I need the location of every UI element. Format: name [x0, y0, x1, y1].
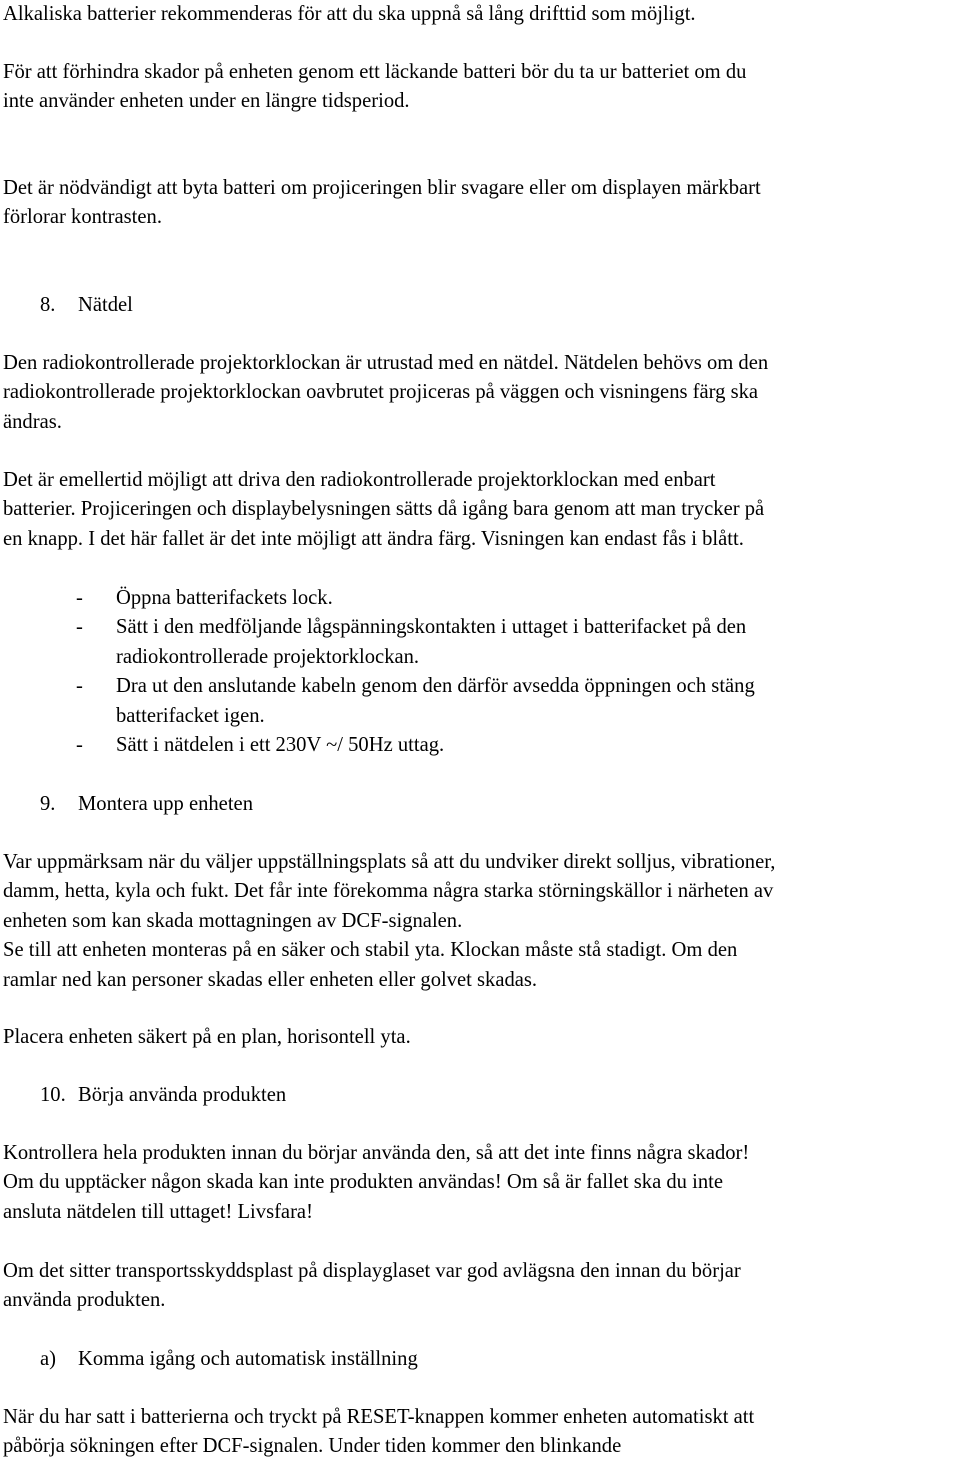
text-line: Kontrollera hela produkten innan du börjar använda den, så att det inte finns några skador! [3, 1142, 750, 1164]
text-line: Alkaliska batterier rekommenderas för att du ska uppnå så lång drifttid som möjligt. [3, 3, 696, 25]
text-line: radiokontrollerade projektorklockan. [116, 645, 420, 668]
section-heading-9 [40, 790, 253, 819]
text-line: Om det sitter transportsskyddsplast på displayglaset var god avlägsna den innan du börjar [3, 1260, 741, 1282]
section-title: Börja använda produkten [78, 1084, 287, 1106]
text-line: använda produkten. [3, 1289, 166, 1312]
text-line: Dra ut den anslutande kabeln genom den därför avsedda öppningen och stäng [116, 675, 755, 698]
paragraph-power-adapter [3, 349, 958, 437]
text-line: När du har satt i batterierna och tryckt på RESET-knappen kommer enheten automatiskt att [3, 1406, 755, 1428]
text-line: en knapp. I det här fallet är det inte möjligt att ändra färg. Visningen kan endast fås i blått. [3, 527, 744, 550]
section-title: Nätdel [78, 294, 133, 316]
text-line: Öppna batterifackets lock. [116, 587, 333, 609]
list-dash: - [76, 675, 83, 698]
text-line: För att förhindra skador på enheten genom ett läckande batteri bör du ta ur batteriet om du [3, 61, 747, 83]
text-line: batterier. Projiceringen och displaybelysningen sätts då igång bara genom att man trycker på [3, 498, 765, 521]
text-line: enheten som kan skada mottagningen av DCF-signalen. [3, 909, 463, 932]
text-line: Det är nödvändigt att byta batteri om projiceringen blir svagare eller om displayen märkbart [3, 177, 761, 199]
text-line: damm, hetta, kyla och fukt. Det får inte förekomma några starka störningskällor i närheten av [3, 880, 774, 903]
section-title: Montera upp enheten [78, 793, 253, 815]
text-line: ändras. [3, 410, 62, 433]
section-number: 10. [40, 1084, 66, 1106]
paragraph-inspect-product [3, 1139, 958, 1227]
text-line: påbörja sökningen efter DCF-signalen. Under tiden kommer den blinkande [3, 1435, 622, 1458]
text-line: inte använder enheten under en längre tidsperiod. [3, 90, 410, 113]
paragraph-battery-only [3, 466, 958, 554]
section-number: 9. [40, 793, 56, 815]
text-line: förlorar kontrasten. [3, 206, 162, 229]
text-line: Sätt i nätdelen i ett 230V ~/ 50Hz uttag. [116, 734, 445, 757]
section-heading-8 [40, 291, 133, 320]
text-line: radiokontrollerade projektorklockan oavbrutet projiceras på väggen och visningens färg ska [3, 381, 759, 404]
paragraph-protective-film [3, 1257, 958, 1316]
list-item [76, 613, 956, 672]
section-number: 8. [40, 294, 56, 316]
list-dash: - [76, 734, 83, 757]
subsection-heading-a [40, 1345, 418, 1374]
text-line: Om du upptäcker någon skada kan inte produkten användas! Om så är fallet ska du inte [3, 1171, 723, 1194]
text-line: Se till att enheten monteras på en säker och stabil yta. Klockan måste stå stadigt. Om den [3, 939, 738, 962]
text-line: Var uppmärksam när du väljer uppställningsplats så att du undviker direkt solljus, vibrationer, [3, 851, 776, 873]
paragraph-leak-warning [3, 58, 958, 117]
paragraph-alkaline [3, 0, 958, 29]
section-heading-10 [40, 1081, 286, 1110]
list-item [76, 731, 956, 760]
paragraph-placement [3, 848, 958, 995]
list-dash: - [76, 587, 83, 609]
text-line: ramlar ned kan personer skadas eller enheten eller golvet skadas. [3, 968, 538, 991]
list-dash: - [76, 616, 83, 639]
subsection-title: Komma igång och automatisk inställning [78, 1348, 418, 1370]
paragraph-flat-surface [3, 1023, 958, 1052]
paragraph-replace-battery [3, 174, 958, 233]
paragraph-reset-search [3, 1403, 958, 1462]
text-line: Det är emellertid möjligt att driva den radiokontrollerade projektorklockan med enbart [3, 469, 716, 491]
subsection-letter: a) [40, 1348, 56, 1370]
text-line: Placera enheten säkert på en plan, horisontell yta. [3, 1026, 411, 1048]
text-line: batterifacket igen. [116, 704, 265, 727]
text-line: ansluta nätdelen till uttaget! Livsfara! [3, 1200, 313, 1223]
text-line: Den radiokontrollerade projektorklockan är utrustad med en nätdel. Nätdelen behövs om den [3, 352, 769, 374]
list-item [76, 584, 956, 613]
list-item [76, 672, 956, 731]
steps-list [76, 584, 956, 760]
text-line: Sätt i den medföljande lågspänningskontakten i uttaget i batterifacket på den [116, 616, 747, 639]
